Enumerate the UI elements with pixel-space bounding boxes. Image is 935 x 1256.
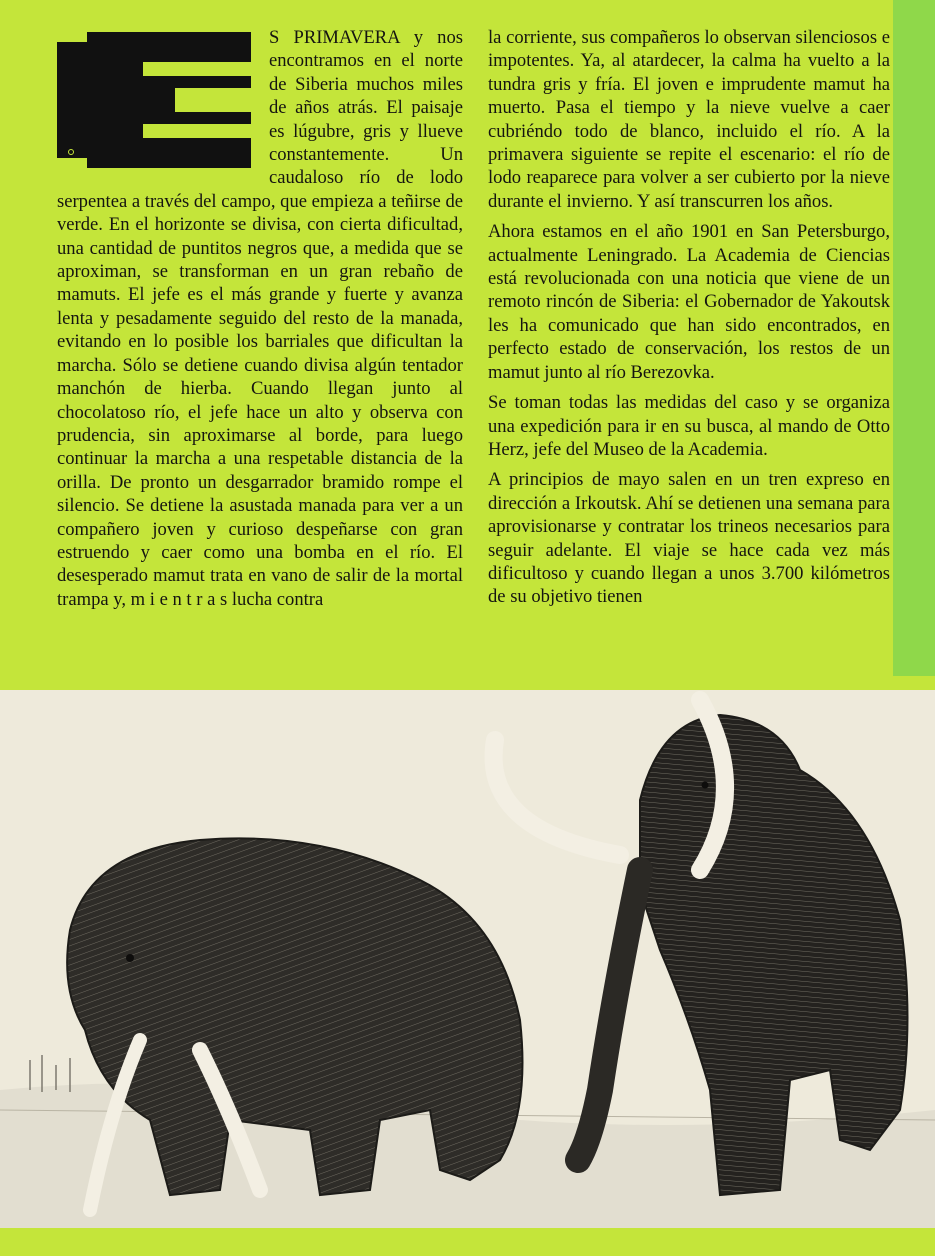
paragraph-3: Se toman todas las medidas del caso y se organiza una expedición para ir en su busca, al mando de Otto Herz, jefe del Museo de la Academia. xyxy=(488,392,890,460)
paragraph-1: la corriente, sus compañeros lo observan silenciosos e impotentes. Ya, al atardecer, la calma ha vuelto a la tundra gris y fría. El joven e imprudente mamut ha muerto. Pasa el tiempo y la nieve vuelve a caer cubriéndo todo de blanco, incluido el río. A la primavera siguiente se repite el escenario: el río de lodo reaparece para volver a ser cubierto por la nieve durante el invierno. Y así transcurren los años. xyxy=(488,27,890,212)
page-edge-strip xyxy=(893,0,935,676)
bottom-strip xyxy=(0,1228,935,1256)
left-column-text: S PRIMAVERA y nos encontramos en el norte de Siberia muchos miles de años atrás. El paisaje es lúgubre, gris y llueve constantemente. Un caudaloso río de lodo serpentea a través del campo, que empieza a teñirse de verde. En el horizonte se divisa, con cierta dificultad, una cantidad de puntitos negros que, a medida que se aproximan, se transforman en un gran rebaño de mamuts. El jefe es el más grande y fuerte y avanza lenta y pesadamente seguido del resto de la manada, evitando en lo posible los barriales que dificultan la marcha. Sólo se detiene cuando divisa algún tentador manchón de hierba. Cuando llegan junto al chocolatoso río, el jefe hace un alto y observa con prudencia, sin aproximarse al borde, para luego continuar la marcha a una respetable distancia de la orilla. De pronto un desgarrador bramido rompe el silencio. Se detiene la asustada manada para ver a un compañero joven y curioso despeñarse con gran estruendo y caer como una bomba en el río. El desesperado mamut trata en vano de salir de la mortal trampa y, m i e n t r a s lucha contra xyxy=(57,27,463,610)
left-column xyxy=(57,26,463,611)
paragraph-2: Ahora estamos en el año 1901 en San Petersburgo, actualmente Leningrado. La Academia de Ciencias está revolucionada con una noticia que viene de un remoto rincón de Siberia: el Gobernador de Yakoutsk les ha comunicado que han sido encontrados, en perfecto estado de conservación, los restos de un mamut junto al río Berezovka. xyxy=(488,221,890,383)
dropcap-e xyxy=(57,32,251,168)
dropcap-e-glyph xyxy=(57,32,251,168)
right-mammoth xyxy=(494,700,908,1195)
mammoth-illustration xyxy=(0,690,935,1228)
paragraph-4: A principios de mayo salen en un tren expreso en dirección a Irkoutsk. Ahí se detienen una semana para aprovisionarse y contratar los trineos necesarios para seguir adelante. El viaje se hace cada vez más dificultoso y cuando llegan a unos 3.700 kilómetros de su objetivo tienen xyxy=(488,469,890,608)
right-column xyxy=(488,26,890,609)
